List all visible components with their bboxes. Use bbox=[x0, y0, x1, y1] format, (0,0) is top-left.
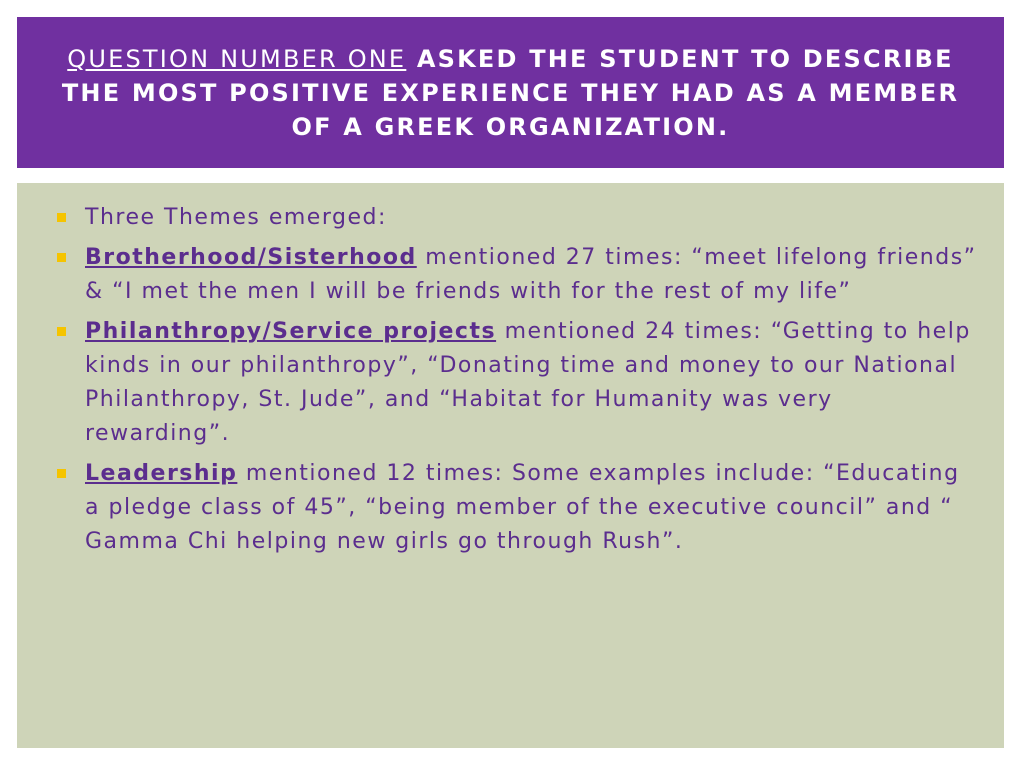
bullet-square-icon bbox=[57, 253, 66, 262]
bullet-text: Three Themes emerged: bbox=[85, 205, 387, 230]
bullet-text: mentioned 24 times: “Getting to help kinds in our philanthropy”, “Donating time and money to our National Philanthropy, St. Jude”, and “Habitat for Humanity was very rewarding”. bbox=[85, 319, 971, 446]
bullet-item-philanthropy bbox=[57, 315, 977, 451]
bullet-square-icon bbox=[57, 327, 66, 336]
bullet-list bbox=[57, 201, 977, 565]
bullet-item-brotherhood bbox=[57, 241, 977, 309]
bullet-square-icon bbox=[57, 469, 66, 478]
bullet-text: mentioned 12 times: Some examples include: “Educating a pledge class of 45”, “being member of the executive council” and “ Gamma Chi helping new girls go through Rush”. bbox=[85, 461, 960, 554]
content-panel bbox=[17, 183, 1004, 748]
title-lead: QUESTION NUMBER ONE bbox=[67, 44, 407, 73]
bullet-term: Philanthropy/Service projects bbox=[85, 319, 497, 344]
slide-title bbox=[57, 42, 964, 144]
title-band bbox=[17, 17, 1004, 168]
bullet-item-themes bbox=[57, 201, 977, 235]
title-rest: ASKED THE STUDENT TO DESCRIBE THE MOST POSITIVE EXPERIENCE THEY HAD AS A MEMBER OF A GREEK ORGANIZATION. bbox=[61, 44, 960, 141]
bullet-term: Brotherhood/Sisterhood bbox=[85, 245, 417, 270]
bullet-text: mentioned 27 times: “meet lifelong friends” & “I met the men I will be friends with for the rest of my life” bbox=[85, 245, 977, 304]
bullet-square-icon bbox=[57, 213, 66, 222]
bullet-term: Leadership bbox=[85, 461, 238, 486]
bullet-item-leadership bbox=[57, 457, 977, 559]
